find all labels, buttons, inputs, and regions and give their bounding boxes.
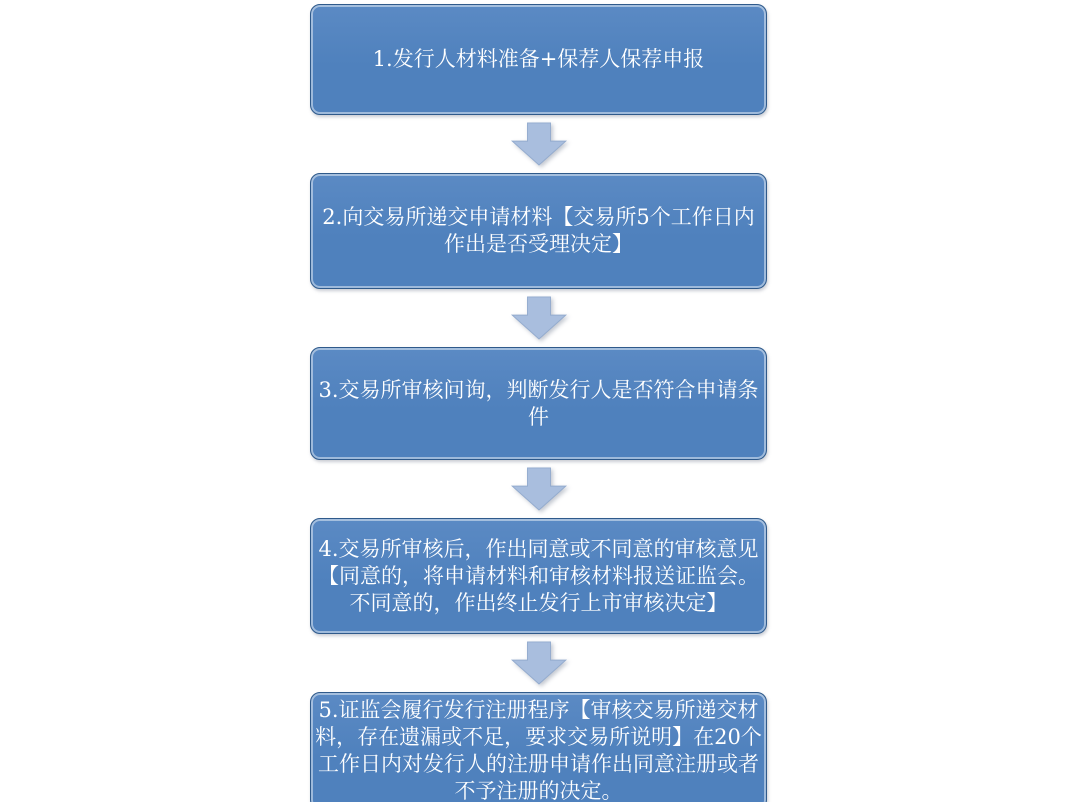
flow-step-3-label: 3.交易所审核问询，判断发行人是否符合申请条件 <box>318 377 759 429</box>
flow-step-5 <box>310 692 767 802</box>
flow-step-2-label: 2.向交易所递交申请材料【交易所5个工作日内作出是否受理决定】 <box>322 205 755 256</box>
flow-step-5-label: 5.证监会履行发行注册程序【审核交易所递交材料，存在遗漏或不足，要求交易所说明】在20个工作日内对发行人的注册申请作出同意注册或者不予注册的决定。 <box>315 698 762 802</box>
down-arrow-icon <box>510 467 568 511</box>
down-arrow-icon <box>510 122 568 166</box>
flow-step-3 <box>310 347 767 460</box>
down-arrow-icon <box>510 296 568 340</box>
flowchart-column <box>310 4 767 802</box>
flow-step-1-label: 1.发行人材料准备+保荐人保荐申报 <box>372 47 705 71</box>
flow-step-2 <box>310 173 767 289</box>
flow-step-4-label: 4.交易所审核后，作出同意或不同意的审核意见【同意的，将申请材料和审核材料报送证监会。不同意的，作出终止发行上市审核决定】 <box>318 536 759 615</box>
down-arrow-icon <box>510 641 568 685</box>
flow-step-4 <box>310 518 767 634</box>
flow-step-1 <box>310 4 767 115</box>
